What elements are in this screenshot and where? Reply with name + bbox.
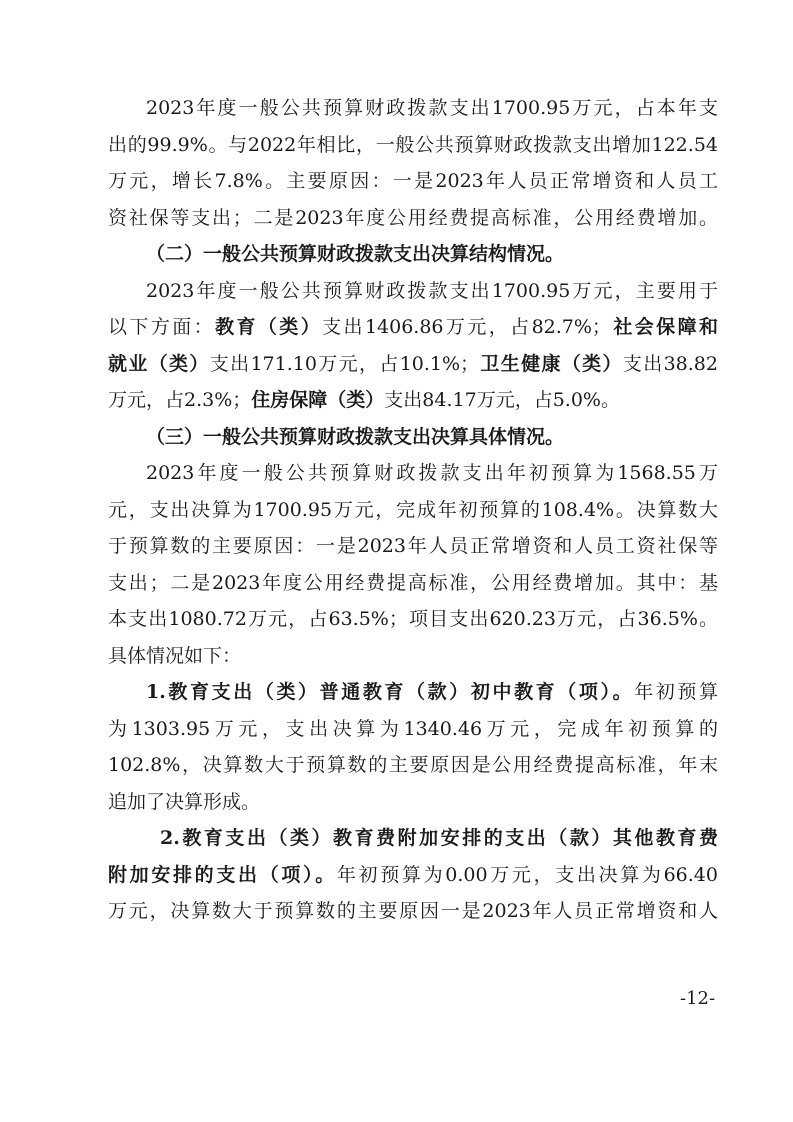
paragraph-line: 102.8%，决算数大于预算数的主要原因是公用经费提高标准，年末 — [108, 754, 718, 776]
paragraph-line: 支出；二是2023年度公用经费提高标准，公用经费增加。其中：基 — [108, 571, 718, 594]
paragraph-line: 2023年度一般公共预算财政拨款支出1700.95万元，主要用于 — [146, 279, 718, 302]
paragraph-line: 具体情况如下： — [108, 644, 242, 667]
item-heading-line: 1.教育支出（类）普通教育（款）初中教育（项）。年初预算 — [146, 681, 718, 703]
paragraph-line: 本支出1080.72万元，占63.5%；项目支出620.23万元，占36.5%。 — [108, 608, 718, 630]
paragraph-line: 万元，决算数大于预算数的主要原因一是2023年人员正常增资和人 — [108, 900, 718, 922]
paragraph-line: 出的99.9%。与2022年相比，一般公共预算财政拨款支出增加122.54 — [108, 133, 718, 156]
item-heading-line: 2.教育支出（类）教育费附加安排的支出（款）其他教育费 — [160, 827, 718, 849]
item-heading-line: 附加安排的支出（项）。年初预算为0.00万元，支出决算为66.40 — [108, 863, 718, 886]
paragraph-line: 2023年度一般公共预算财政拨款支出1700.95万元，占本年支 — [146, 97, 718, 119]
paragraph-line: 以下方面：教育（类）支出1406.86万元，占82.7%；社会保障和 — [108, 316, 718, 338]
paragraph-line: 万元，增长7.8%。主要原因：一是2023年人员正常增资和人员工 — [108, 170, 718, 192]
paragraph-line: 追加了决算形成。 — [108, 790, 261, 813]
section-heading: （二）一般公共预算财政拨款支出决算结构情况。 — [146, 243, 565, 265]
paragraph-line: 2023年度一般公共预算财政拨款支出年初预算为1568.55万 — [146, 462, 718, 484]
document-body — [108, 90, 718, 930]
paragraph-line: 为1303.95万元，支出决算为1340.46万元，完成年初预算的 — [108, 717, 718, 740]
paragraph-line: 元，支出决算为1700.95万元，完成年初预算的108.4%。决算数大 — [108, 498, 718, 521]
section-heading: （三）一般公共预算财政拨款支出决算具体情况。 — [146, 425, 565, 448]
paragraph-line: 于预算数的主要原因：一是2023年人员正常增资和人员工资社保等 — [108, 535, 718, 557]
paragraph-line: 万元，占2.3%；住房保障（类）支出84.17万元，占5.0%。 — [108, 389, 620, 411]
paragraph-line: 资社保等支出；二是2023年度公用经费提高标准，公用经费增加。 — [108, 206, 718, 229]
page-number: -12- — [680, 988, 716, 1009]
paragraph-line: 就业（类）支出171.10万元，占10.1%；卫生健康（类）支出38.82 — [108, 352, 718, 375]
